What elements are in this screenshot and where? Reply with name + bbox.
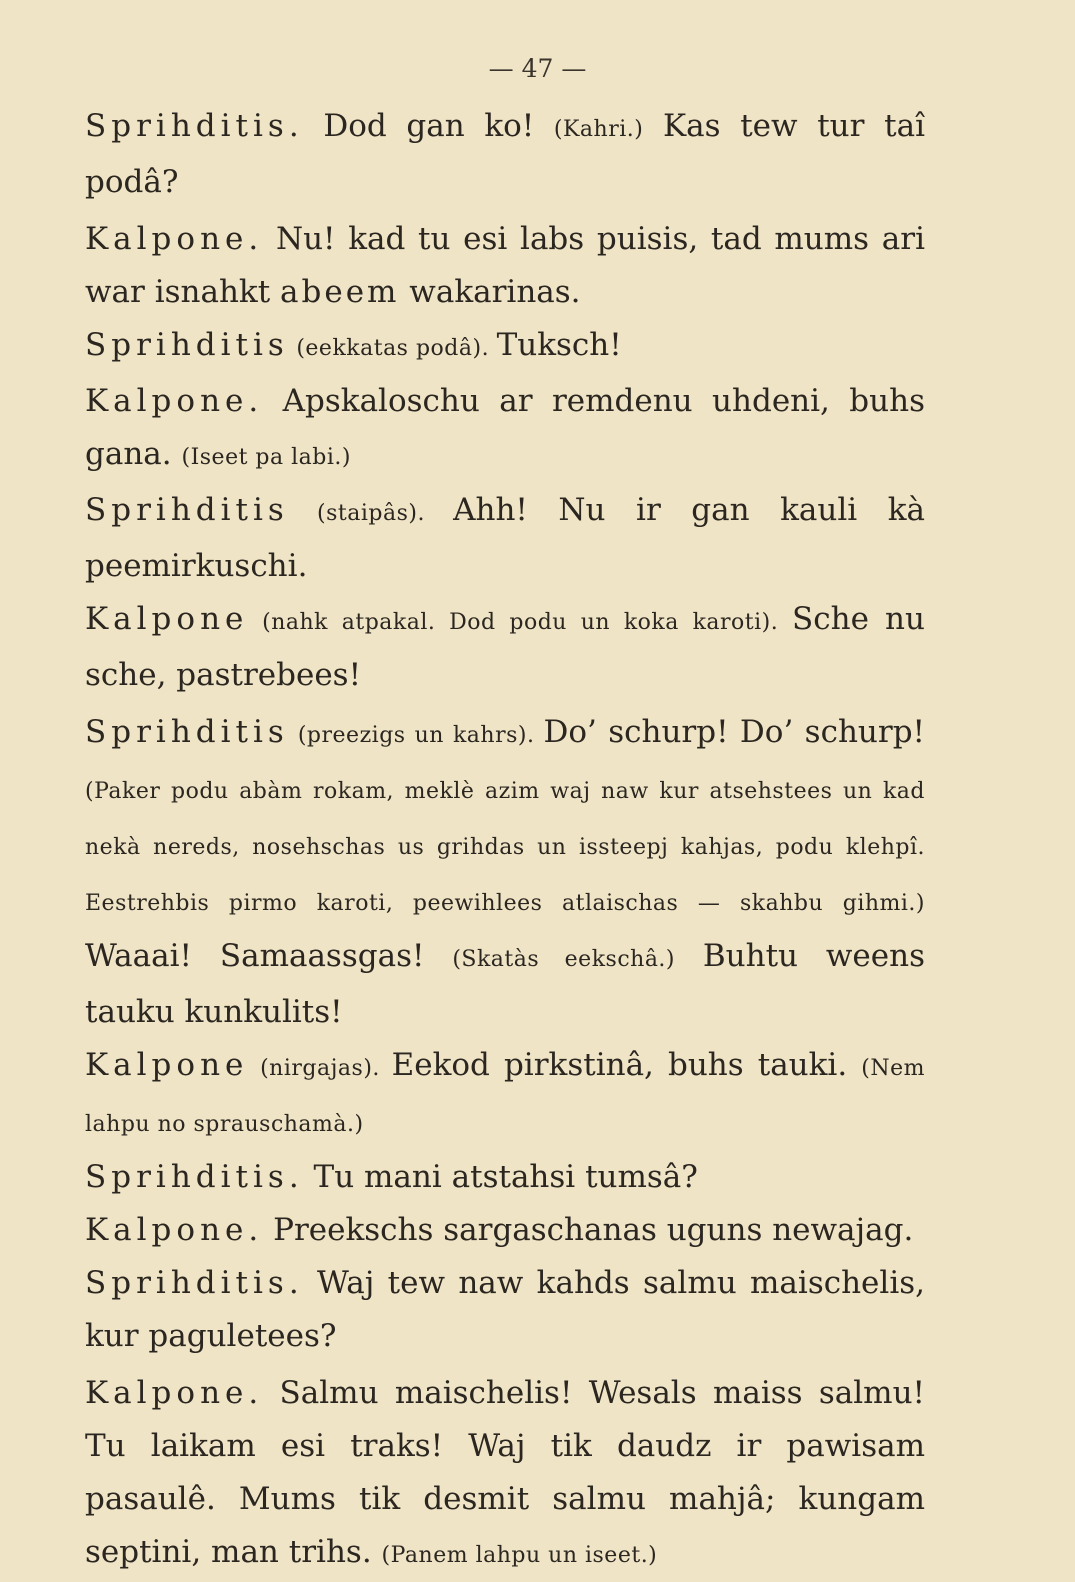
dialogue-line [85, 593, 925, 702]
stage-direction: (Kahri.) [553, 117, 644, 142]
stage-direction: (staipâs). [288, 501, 454, 526]
dialogue-line [85, 1367, 925, 1582]
speech: Tu mani atstahsi tumsâ? [303, 1159, 698, 1195]
dialogue-line [85, 1039, 925, 1151]
dialogue-line [85, 1151, 925, 1204]
stage-direction: (Skatàs eekschâ.) [452, 947, 676, 972]
stage-direction: (nirgajas). [248, 1056, 392, 1081]
dialogue-line [85, 706, 925, 1039]
stage-direction: (preezigs un kahrs). [288, 723, 544, 748]
dialogue-line [85, 1257, 925, 1363]
speaker-name: Sprihditis. [85, 1159, 304, 1195]
speech: Eekod pirkstinâ, buhs tauki. [391, 1047, 862, 1083]
speaker-name: Kalpone [85, 601, 249, 637]
speech: Buhtu weens tauku kunkulits! [85, 938, 925, 1030]
speaker-name: Sprihditis [85, 327, 289, 363]
speaker-name: Kalpone. [85, 221, 264, 257]
stage-direction: (Panem lahpu un iseet.) [381, 1543, 658, 1568]
speech: Waj tew naw kahds salmu maischelis, kur paguletees? [85, 1265, 925, 1354]
stage-direction: (eekkatas podâ). [288, 336, 497, 361]
speaker-name: Sprihditis [85, 714, 289, 750]
page-number: — 47 — [488, 54, 587, 83]
speech: Salmu maischelis! Wesals maiss salmu! Tu laikam esi traks! Waj tik daudz ir pawisam pasaulê. Mums tik desmit salmu mahjâ; kungam septini, man trihs. [85, 1375, 925, 1570]
stage-direction: (Nem lahpu no sprauschamà.) [85, 1056, 925, 1137]
speech: Apskaloschu ar remdenu uhdeni, buhs gana. [85, 383, 925, 472]
dialogue-line [85, 375, 925, 484]
speaker-name: Kalpone. [85, 1212, 264, 1248]
speaker-name: Kalpone [85, 1047, 249, 1083]
speech: Waaai! Samaassgas! [85, 938, 453, 974]
dialogue-line [85, 100, 925, 209]
speech: Tuksch! [496, 327, 622, 363]
speaker-name: Sprihditis. [85, 108, 304, 144]
dialogue-line [85, 484, 925, 593]
stage-direction: (Paker podu abàm rokam, meklè azim waj naw kur atsehstees un kad nekà nereds, nosehschas us grihdas un isstеepj kahjas, podu klehpî. Eestrehbis pirmo karoti, peewihlees atlaischas — skahbu gihmi.) [85, 779, 925, 916]
speaker-name: Sprihditis [85, 492, 289, 528]
dialogue-line [85, 1204, 925, 1257]
dialogue-line [85, 213, 925, 319]
speech: wakarinas. [399, 274, 581, 310]
stage-direction: (Iseet pa labi.) [181, 445, 351, 470]
speech: Do’ schurp! Do’ schurp! [543, 714, 925, 750]
speech: Dod gan ko! [303, 108, 554, 144]
speaker-name: Kalpone. [85, 1375, 264, 1411]
speech: Ahh! Nu ir gan kauli kà peemirkuschi. [85, 492, 925, 584]
speaker-name: Kalpone. [85, 383, 264, 419]
speech: Preekschs sargaschanas uguns newajag. [263, 1212, 914, 1248]
play-text [85, 100, 925, 1582]
speech: Nu! kad tu esi labs puisis, tad mums ari war isnahkt [85, 221, 925, 310]
dialogue-line [85, 319, 925, 375]
speech: Sche nu sche, pastrebees! [85, 601, 925, 693]
stage-direction: (nahk atpakal. Dod podu un koka karoti). [248, 610, 793, 635]
speaker-name: Sprihditis. [85, 1265, 304, 1301]
emphasis: abeem [280, 274, 400, 310]
speech: Kas tew tur taî podâ? [85, 108, 925, 200]
